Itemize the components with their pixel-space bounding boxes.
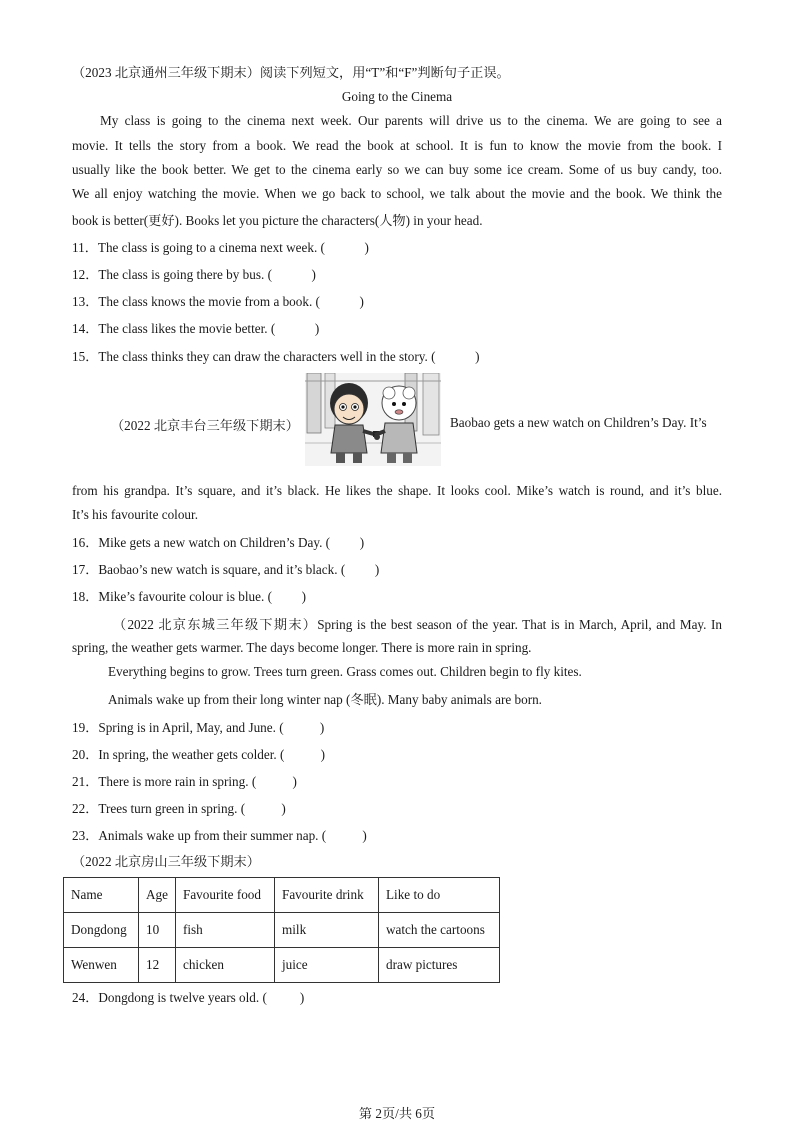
question-19: 19．Spring is in April, May, and June. ( ) <box>72 720 325 735</box>
table-header-cell: Favourite food <box>175 878 274 913</box>
passage-line: We all enjoy watching the movie. When we go back to school, we talk about the movie and the book. We think the <box>72 186 722 201</box>
table-row <box>64 913 500 948</box>
question-15: 15．The class thinks they can draw the characters well in the story. ( ) <box>72 349 480 364</box>
question-14: 14．The class likes the movie better. ( ) <box>72 321 320 336</box>
table-cell: Dongdong <box>64 913 139 948</box>
question-16: 16．Mike gets a new watch on Children’s Day. ( ) <box>72 535 365 550</box>
table-header-cell: Like to do <box>378 878 499 913</box>
passage-line: book is better(更好). Books let you picture the characters(人物) in your head. <box>72 213 483 228</box>
table-header-cell: Name <box>64 878 139 913</box>
table-cell: fish <box>175 913 274 948</box>
table-cell: watch the cartoons <box>378 913 499 948</box>
table-cell: chicken <box>175 948 274 983</box>
passage-line: Everything begins to grow. Trees turn green. Grass comes out. Children begin to fly kites. <box>108 664 582 679</box>
passage-line: My class is going to the cinema next week. Our parents will drive us to the cinema. We are going to see a <box>100 113 722 128</box>
question-17: 17．Baobao’s new watch is square, and it’s black. ( ) <box>72 562 380 577</box>
section3-first-line: （2022 北京东城三年级下期末）Spring is the best season of the year. That is in March, April, and May. In <box>113 617 722 632</box>
table-row <box>64 948 500 983</box>
question-23: 23．Animals wake up from their summer nap. ( ) <box>72 828 367 843</box>
page-footer: 第 2页/共 6页 <box>358 1106 436 1121</box>
passage-line: spring, the weather gets warmer. The days become longer. There is more rain in spring. <box>72 640 532 655</box>
question-24: 24．Dongdong is twelve years old. ( ) <box>72 990 305 1005</box>
passage-line: from his grandpa. It’s square, and it’s black. He likes the shape. It looks cool. Mike’s watch is round, and it’s blue. <box>72 483 722 498</box>
section2-source: （2022 北京丰台三年级下期末） <box>111 418 299 433</box>
table-cell: draw pictures <box>378 948 499 983</box>
table-cell: milk <box>274 913 378 948</box>
watch-picture <box>305 373 441 466</box>
table-header-row <box>64 878 500 913</box>
info-table <box>63 877 500 983</box>
section4-source: （2022 北京房山三年级下期末） <box>72 854 260 869</box>
question-22: 22．Trees turn green in spring. ( ) <box>72 801 286 816</box>
question-20: 20．In spring, the weather gets colder. ( ) <box>72 747 326 762</box>
table-cell: Wenwen <box>64 948 139 983</box>
passage-line: movie. It tells the story from a book. We read the book at school. It is fun to know the movie from the book. I <box>72 138 722 153</box>
question-11: 11．The class is going to a cinema next week. ( ) <box>72 240 369 255</box>
table-header-cell: Age <box>139 878 176 913</box>
table-cell: juice <box>274 948 378 983</box>
question-18: 18．Mike’s favourite colour is blue. ( ) <box>72 589 307 604</box>
table-header-cell: Favourite drink <box>274 878 378 913</box>
question-21: 21．There is more rain in spring. ( ) <box>72 774 297 789</box>
section2-passage-first: Baobao gets a new watch on Children’s Day. It’s <box>450 415 707 430</box>
table-cell: 12 <box>139 948 176 983</box>
section1-source: （2023 北京通州三年级下期末）阅读下列短文，用“T”和“F”判断句子正误。 <box>72 65 510 80</box>
passage-title: Going to the Cinema <box>341 89 453 104</box>
question-12: 12．The class is going there by bus. ( ) <box>72 267 316 282</box>
table-cell: 10 <box>139 913 176 948</box>
question-13: 13．The class knows the movie from a book. ( ) <box>72 294 364 309</box>
passage-line: Animals wake up from their long winter nap (冬眠). Many baby animals are born. <box>108 692 542 707</box>
passage-line: usually like the book better. We get to the cinema early so we can buy some ice cream. Some of us buy candy, too. <box>72 162 722 177</box>
passage-line: It’s his favourite colour. <box>72 507 198 522</box>
